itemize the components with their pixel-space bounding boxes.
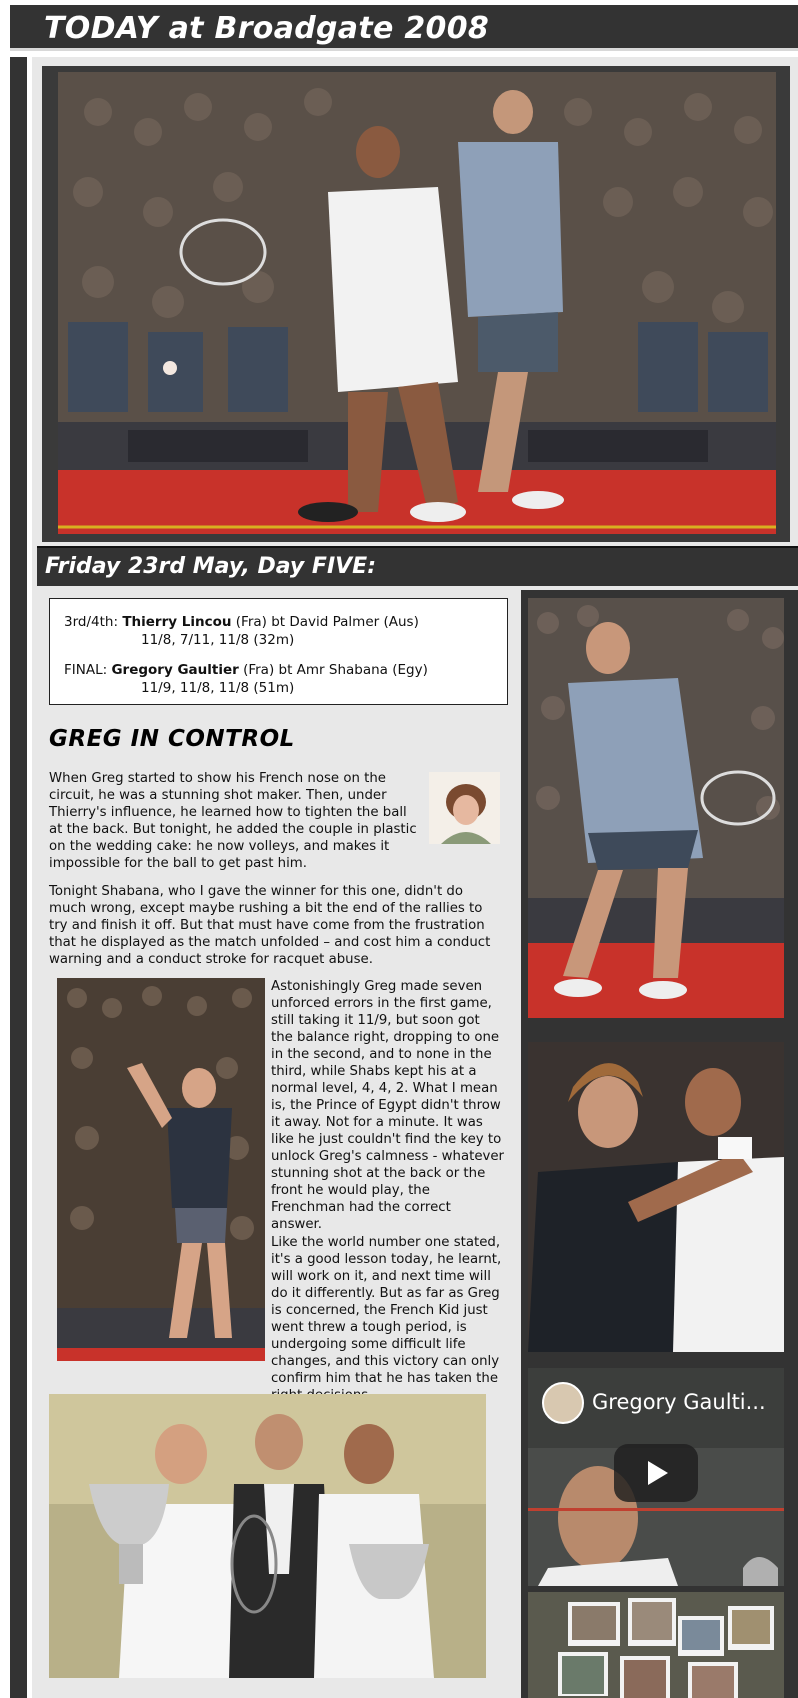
article-title: GREG IN CONTROL (49, 726, 295, 752)
handshake-photo (528, 1042, 784, 1352)
play-icon (648, 1461, 668, 1485)
page-banner (10, 5, 798, 51)
results-box (49, 598, 508, 705)
page-title: TODAY at Broadgate 2008 (44, 11, 490, 46)
author-avatar (429, 772, 500, 844)
channel-avatar[interactable] (542, 1382, 584, 1424)
video-title[interactable]: Gregory Gaulti... (592, 1390, 766, 1414)
video-thumbnail[interactable] (528, 1368, 784, 1586)
result-final: FINAL: Gregory Gaultier (Fra) bt Amr Shabana (Egy) 11/9, 11/8, 11/8 (51m) (64, 662, 428, 696)
article-paragraph-1: When Greg started to show his French nose on the circuit, he was a stunning shot maker. Then, under Thierry's influence, he learned how to tighten the ball at the back. But tonight, he added the couple in plastic on the wedding cake: he now volleys, and makes it impossible for the ball to get past him. (49, 771, 417, 871)
lunge-photo (528, 598, 784, 1018)
article-paragraph-2: Tonight Shabana, who I gave the winner for this one, didn't do much wrong, except maybe rushing a bit the end of the rallies to try and finish it off. But that must have come from the frustration that he displayed as the match unfolded – and cost him a conduct warning and a conduct stroke for racquet abuse. (49, 884, 491, 967)
hero-match-photo (58, 72, 776, 534)
result-third-fourth: 3rd/4th: Thierry Lincou (Fra) bt David Palmer (Aus) 11/8, 7/11, 11/8 (32m) (64, 614, 419, 648)
left-sidebar-strip (10, 57, 27, 1698)
celebration-photo (57, 978, 265, 1361)
trophy-photo (49, 1394, 486, 1678)
day-heading-bar (37, 546, 798, 586)
play-button[interactable] (614, 1444, 698, 1502)
article-paragraph-3: Astonishingly Greg made seven unforced errors in the first game, still taking it 11/9, but soon got the balance right, dropping to one in the second, and to none in the third, while Shabs kept his at a normal level, 4, 4, 2. What I mean is, the Prince of Egypt didn't throw it away. Not for a minute. It was like he just couldn't find the key to unlock Greg's calmness - whatever stunning shot at the back or the front he would play, the Frenchman had the correct answer. (271, 979, 505, 1232)
collage-thumbnail[interactable] (528, 1592, 784, 1698)
article-paragraph-4: Like the world number one stated, it's a good lesson today, he learnt, will work on it, and next time will do it differently. But as far as Greg is concerned, the French Kid just went threw a tough period, is undergoing some difficult life changes, and this victory can only confirm him that he has taken the (271, 1235, 502, 1386)
day-heading: Friday 23rd May, Day FIVE: (45, 554, 376, 579)
